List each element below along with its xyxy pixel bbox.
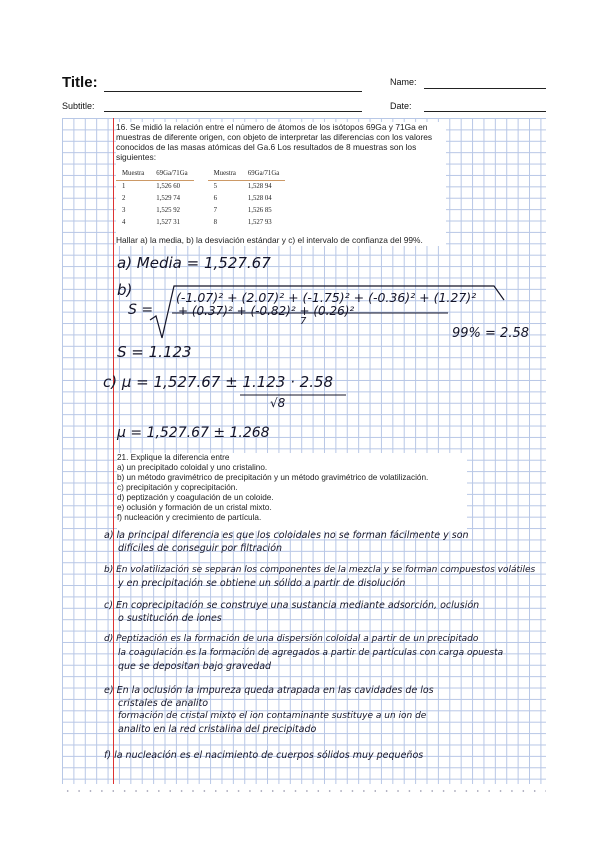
question-21: [117, 453, 467, 531]
answer-16c-denominator: √8: [270, 396, 286, 410]
date-label: Date:: [390, 101, 412, 111]
question-16: [116, 122, 446, 246]
table-cell: 4: [122, 219, 126, 226]
answer-21c-line2: o sustitución de iones: [118, 613, 222, 624]
answer-16b-line1: (-1.07)² + (2.07)² + (-1.75)² + (-0.36)² + (1.27)²: [176, 290, 477, 305]
subtitle-line[interactable]: [104, 111, 362, 112]
q16-table: [116, 162, 446, 229]
answer-16b-label: b): [117, 281, 133, 299]
table-cell: 1: [122, 183, 126, 190]
table-cell: 1,527 93: [247, 219, 272, 226]
name-line[interactable]: [424, 88, 546, 89]
answer-21e-line4: analito en la red cristalina del precipitado: [118, 724, 317, 735]
table-cell: 7: [213, 207, 218, 214]
name-label: Name:: [390, 77, 417, 87]
q21-option: f) nucleación y crecimiento de partícula.: [117, 513, 262, 522]
answer-21a-line1: a) la principal diferencia es que los coloidales no se forman fácilmente y son: [104, 530, 469, 541]
subtitle-label: Subtitle:: [62, 101, 95, 111]
answer-21e-line2: cristales de analito: [118, 698, 209, 709]
table-cell: 2: [122, 195, 126, 202]
col-header: Muestra: [208, 168, 242, 181]
q16-text: 16. Se midió la relación entre el número de átomos de los isótopos 69Ga y 71Ga en muestras de diferente origen, con objeto de interpretar las diferencias con los valores conocidos de las masas atómicas del Ga.6 Los resultados de 8 muestras son los siguientes:: [116, 122, 433, 162]
table-cell: 3: [122, 207, 126, 214]
q16-table-left: [116, 168, 194, 229]
date-line[interactable]: [424, 111, 546, 112]
q21-option: c) precipitación y coprecipitación.: [117, 483, 238, 492]
table-cell: 1,528 94: [247, 183, 272, 190]
answer-16b-result: S = 1.123: [117, 343, 192, 361]
footer-dots: [62, 790, 546, 792]
answer-21a-line2: difíciles de conseguir por filtración: [118, 543, 283, 554]
table-cell: 6: [213, 195, 218, 202]
answer-16a: a) Media = 1,527.67: [117, 254, 271, 272]
answer-21d-line3: que se depositan bajo gravedad: [118, 661, 272, 672]
q21-option: a) un precipitado coloidal y uno cristalino.: [117, 463, 268, 472]
answer-16b-s: S =: [128, 302, 154, 318]
answer-21c-line1: c) En coprecipitación se construye una sustancia mediante adsorción, oclusión: [104, 600, 480, 611]
q16-table-right: [208, 168, 286, 229]
answer-21b-line1: b) En volatilización se separan los componentes de la mezcla y se forman compuestos volátiles: [104, 565, 536, 575]
q21-option: d) peptización y coagulación de un coloide.: [117, 493, 274, 502]
answer-16c-expr: c) μ = 1,527.67 ± 1.123 · 2.58: [103, 373, 334, 391]
title-label: Title:: [62, 74, 98, 91]
col-header: Muestra: [116, 168, 150, 181]
table-cell: 5: [213, 183, 218, 190]
answer-21e-line3: formación de cristal mixto el ion contaminante sustituye a un ion de: [118, 711, 427, 721]
table-cell: 1,528 04: [247, 195, 272, 202]
answer-21f-line1: f) la nucleación es el nacimiento de cuerpos sólidos muy pequeños: [104, 750, 424, 761]
q16-prompt: Hallar a) la media, b) la desviación estándar y c) el intervalo de confianza del 99%.: [116, 235, 423, 245]
title-line[interactable]: [104, 91, 362, 92]
answer-21d-line1: d) Peptización es la formación de una dispersión coloidal a partir de un precipitado: [104, 634, 479, 644]
answer-16c-result: μ = 1,527.67 ± 1.268: [117, 425, 270, 441]
q21-option: b) un método gravimétrico de precipitación y un método gravimétrico de volatilización.: [117, 473, 429, 482]
q21-option: e) oclusión y formación de un cristal mixto.: [117, 503, 272, 512]
answer-16b-t: 99% = 2.58: [452, 326, 529, 341]
table-cell: 1,526 85: [247, 207, 272, 214]
table-cell: 1,527 31: [156, 219, 181, 226]
table-cell: 1,525 92: [156, 207, 181, 214]
header-title-row: [62, 74, 546, 96]
answer-21b-line2: y en precipitación se obtiene un sólido a partir de disolución: [118, 578, 406, 589]
col-header: 69Ga/71Ga: [150, 168, 193, 181]
header-subtitle-row: [62, 101, 546, 115]
answer-16b-line2: + (0.37)² + (-0.82)² + (0.26)²: [178, 304, 355, 318]
answer-21d-line2: la coagulación es la formación de agregados a partir de partículas con carga opuesta: [118, 648, 504, 658]
col-header: 69Ga/71Ga: [242, 168, 285, 181]
fraction-bar: [240, 392, 350, 398]
table-cell: 8: [213, 219, 218, 226]
answer-21e-line1: e) En la oclusión la impureza queda atrapada en las cavidades de los: [104, 685, 434, 696]
table-cell: 1,526 60: [156, 183, 181, 190]
answer-16b-denominator: 7: [300, 316, 307, 327]
table-cell: 1,529 74: [156, 195, 181, 202]
q21-stem: 21. Explique la diferencia entre: [117, 453, 230, 462]
